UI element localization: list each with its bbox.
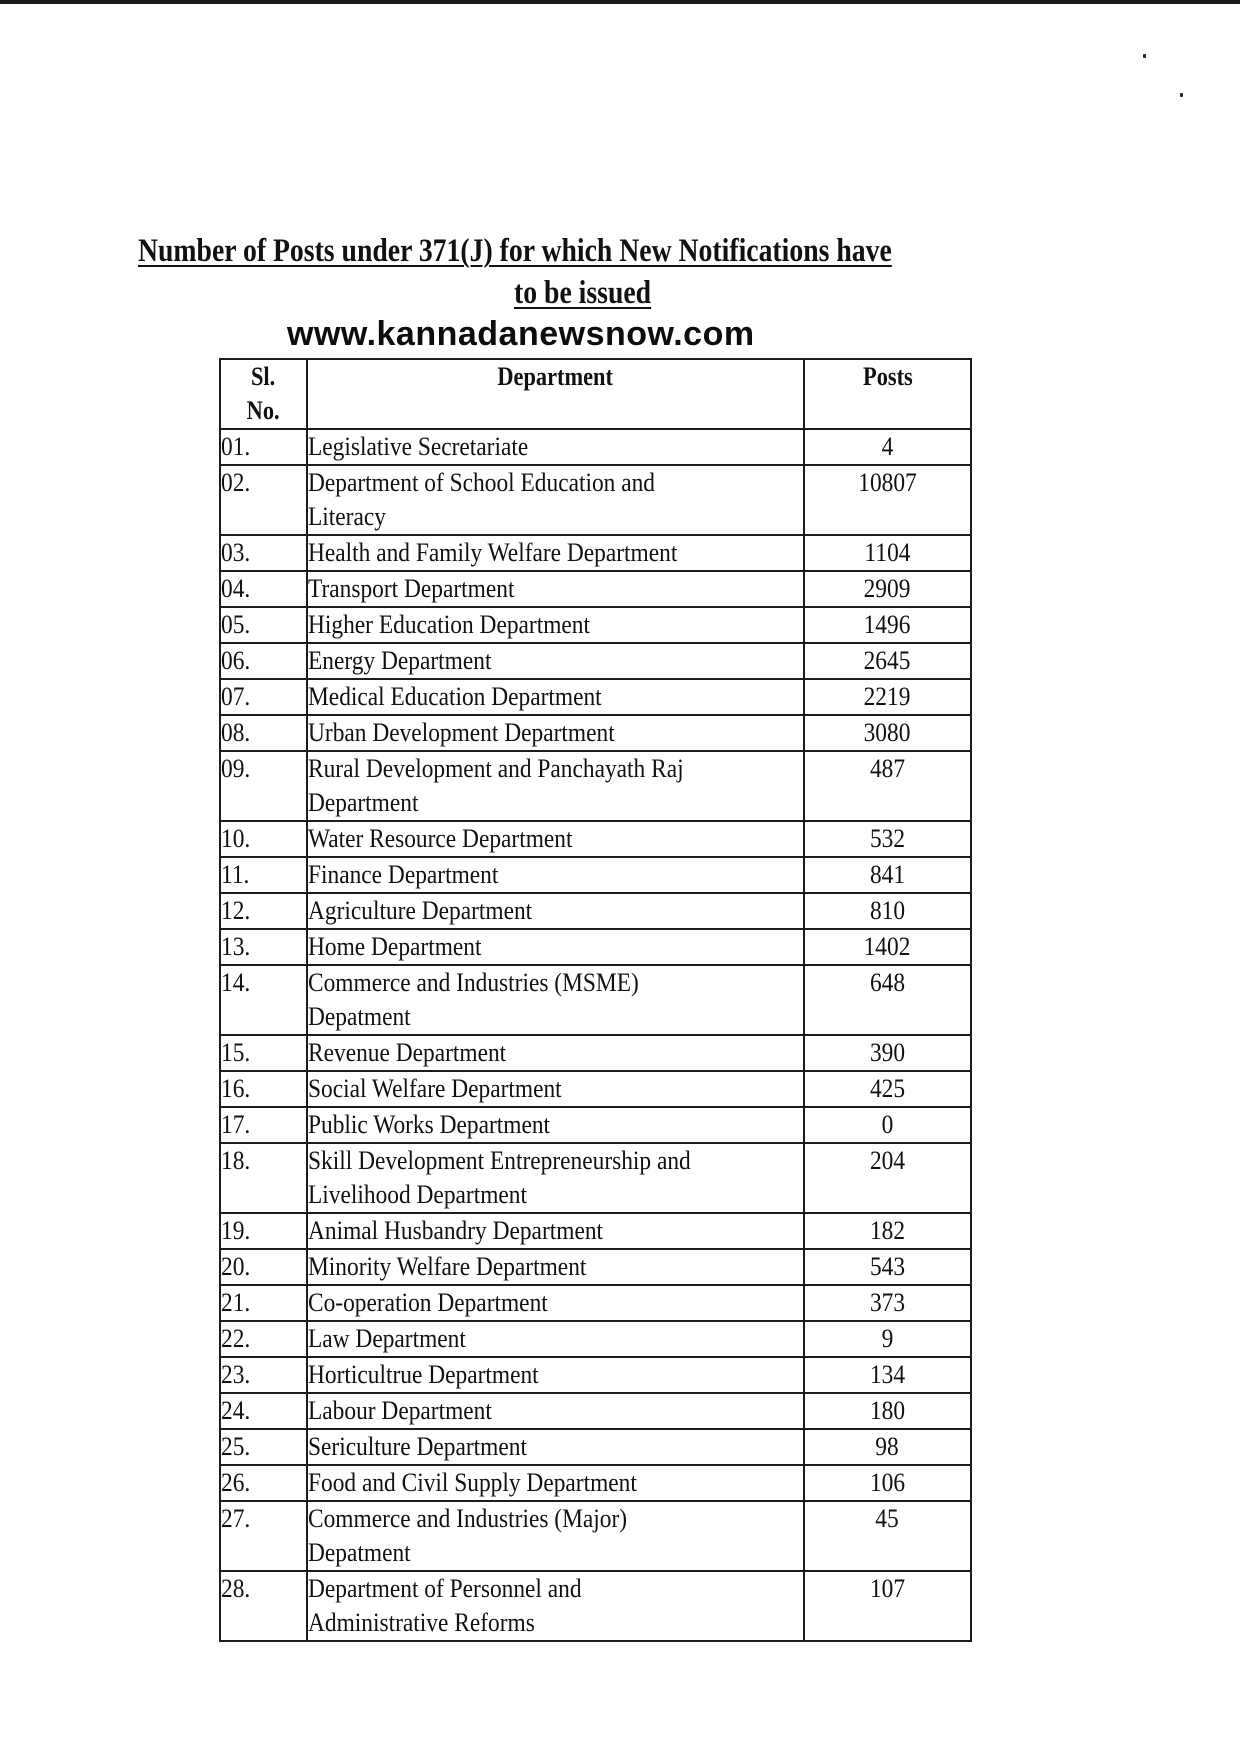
posts-value: 45	[875, 1504, 900, 1533]
sl-no: 13.	[221, 932, 251, 961]
posts-cell	[804, 715, 971, 751]
sl-no-cell	[220, 643, 307, 679]
department-name-line: Co-operation Department	[308, 1288, 548, 1317]
department-cell	[307, 1321, 804, 1357]
department-cell	[307, 465, 804, 535]
table-row	[220, 1321, 971, 1357]
posts-cell	[804, 1321, 971, 1357]
table-row	[220, 1213, 971, 1249]
sl-no-cell	[220, 1321, 307, 1357]
posts-cell	[804, 1035, 971, 1071]
table-row	[220, 1465, 971, 1501]
sl-no: 02.	[221, 468, 251, 497]
sl-no-cell	[220, 715, 307, 751]
sl-no-cell	[220, 1393, 307, 1429]
sl-no: 12.	[221, 896, 251, 925]
sl-no: 04.	[221, 574, 251, 603]
sl-no-cell	[220, 1143, 307, 1213]
table-row	[220, 571, 971, 607]
watermark-url: www.kannadanewsnow.com	[287, 315, 755, 353]
posts-cell	[804, 679, 971, 715]
sl-no-cell	[220, 1571, 307, 1641]
department-name-line: Medical Education Department	[308, 682, 602, 711]
department-name-line: Law Department	[308, 1324, 467, 1353]
table-row	[220, 607, 971, 643]
department-cell	[307, 1249, 804, 1285]
table-row	[220, 1357, 971, 1393]
table-row	[220, 535, 971, 571]
department-cell	[307, 929, 804, 965]
sl-no: 17.	[221, 1110, 251, 1139]
sl-no: 01.	[221, 432, 251, 461]
header-sl-no-line2: No.	[247, 396, 281, 425]
department-name-line: Energy Department	[308, 646, 492, 675]
sl-no-cell	[220, 1071, 307, 1107]
sl-no-cell	[220, 429, 307, 465]
table-row	[220, 1285, 971, 1321]
sl-no-cell	[220, 965, 307, 1035]
department-cell	[307, 893, 804, 929]
department-cell	[307, 1071, 804, 1107]
department-cell	[307, 1393, 804, 1429]
department-cell	[307, 1143, 804, 1213]
department-name-line: Livelihood Department	[308, 1180, 528, 1209]
sl-no: 21.	[221, 1288, 251, 1317]
department-name-line: Depatment	[308, 1538, 411, 1567]
department-cell	[307, 1213, 804, 1249]
posts-cell	[804, 1213, 971, 1249]
posts-value: 810	[869, 896, 905, 925]
sl-no: 03.	[221, 538, 251, 567]
posts-value: 1402	[864, 932, 911, 961]
posts-cell	[804, 1071, 971, 1107]
posts-cell	[804, 429, 971, 465]
sl-no-cell	[220, 571, 307, 607]
sl-no-cell	[220, 535, 307, 571]
sl-no-cell	[220, 1213, 307, 1249]
department-cell	[307, 607, 804, 643]
header-sl-no-line1: Sl.	[251, 362, 276, 391]
department-cell	[307, 821, 804, 857]
table-row	[220, 1107, 971, 1143]
department-name-line: Administrative Reforms	[308, 1608, 535, 1637]
department-name-line: Social Welfare Department	[308, 1074, 562, 1103]
posts-value: 0	[881, 1110, 894, 1139]
department-cell	[307, 679, 804, 715]
department-name-line: Health and Family Welfare Department	[308, 538, 678, 567]
sl-no: 06.	[221, 646, 251, 675]
department-name-line: Finance Department	[308, 860, 499, 889]
table-row	[220, 679, 971, 715]
posts-cell	[804, 1501, 971, 1571]
sl-no-cell	[220, 465, 307, 535]
department-cell	[307, 429, 804, 465]
posts-cell	[804, 857, 971, 893]
department-name-line: Minority Welfare Department	[308, 1252, 587, 1281]
posts-value: 1496	[864, 610, 911, 639]
header-department-label: Department	[497, 362, 614, 391]
department-name-line: Literacy	[308, 502, 387, 531]
department-name-line: Horticultrue Department	[308, 1360, 539, 1389]
department-cell	[307, 1285, 804, 1321]
department-name-line: Skill Development Entrepreneurship and	[308, 1146, 691, 1175]
posts-cell	[804, 571, 971, 607]
posts-value: 373	[869, 1288, 905, 1317]
posts-cell	[804, 1465, 971, 1501]
table-row	[220, 751, 971, 821]
posts-value: 487	[869, 754, 905, 783]
department-name-line: Sericulture Department	[308, 1432, 528, 1461]
posts-cell	[804, 893, 971, 929]
sl-no-cell	[220, 1429, 307, 1465]
sl-no: 23.	[221, 1360, 251, 1389]
posts-value: 2909	[864, 574, 911, 603]
sl-no: 07.	[221, 682, 251, 711]
department-name-line: Depatment	[308, 1002, 411, 1031]
sl-no: 27.	[221, 1504, 251, 1533]
sl-no-cell	[220, 1465, 307, 1501]
sl-no-cell	[220, 1501, 307, 1571]
sl-no: 10.	[221, 824, 251, 853]
department-name-line: Food and Civil Supply Department	[308, 1468, 638, 1497]
table-row	[220, 821, 971, 857]
department-cell	[307, 535, 804, 571]
department-name-line: Department of School Education and	[308, 468, 656, 497]
posts-value: 1104	[864, 538, 911, 567]
table-body	[220, 429, 971, 1641]
sl-no-cell	[220, 857, 307, 893]
header-posts-label: Posts	[862, 362, 913, 391]
document-title: Number of Posts under 371(J) for which New Notifications have	[138, 233, 892, 269]
posts-cell	[804, 1393, 971, 1429]
department-cell	[307, 751, 804, 821]
department-cell	[307, 857, 804, 893]
posts-cell	[804, 821, 971, 857]
sl-no: 25.	[221, 1432, 251, 1461]
posts-value: 4	[881, 432, 894, 461]
department-cell	[307, 1035, 804, 1071]
posts-cell	[804, 1285, 971, 1321]
posts-cell	[804, 643, 971, 679]
department-name-line: Home Department	[308, 932, 482, 961]
posts-cell	[804, 1571, 971, 1641]
posts-value: 134	[869, 1360, 905, 1389]
sl-no-cell	[220, 1107, 307, 1143]
table-row	[220, 893, 971, 929]
table-row	[220, 1429, 971, 1465]
department-name-line: Public Works Department	[308, 1110, 551, 1139]
posts-cell	[804, 1249, 971, 1285]
table-header-row	[220, 359, 971, 429]
posts-table	[219, 358, 972, 1642]
posts-cell	[804, 929, 971, 965]
table-row	[220, 1393, 971, 1429]
sl-no: 14.	[221, 968, 251, 997]
table-row	[220, 1143, 971, 1213]
sl-no-cell	[220, 893, 307, 929]
department-cell	[307, 643, 804, 679]
posts-value: 648	[869, 968, 905, 997]
department-name-line: Commerce and Industries (MSME)	[308, 968, 639, 997]
posts-cell	[804, 965, 971, 1035]
posts-cell	[804, 1143, 971, 1213]
department-name-line: Higher Education Department	[308, 610, 591, 639]
table-row	[220, 465, 971, 535]
department-cell	[307, 1501, 804, 1571]
posts-value: 106	[869, 1468, 905, 1497]
posts-value: 425	[869, 1074, 905, 1103]
department-cell	[307, 1357, 804, 1393]
posts-value: 543	[869, 1252, 905, 1281]
department-name-line: Labour Department	[308, 1396, 493, 1425]
posts-value: 10807	[858, 468, 917, 497]
sl-no: 08.	[221, 718, 251, 747]
sl-no-cell	[220, 1357, 307, 1393]
table-row	[220, 965, 971, 1035]
sl-no-cell	[220, 821, 307, 857]
sl-no: 05.	[221, 610, 251, 639]
sl-no: 26.	[221, 1468, 251, 1497]
scan-top-edge	[0, 0, 1240, 4]
department-cell	[307, 1107, 804, 1143]
department-name-line: Revenue Department	[308, 1038, 507, 1067]
sl-no-cell	[220, 751, 307, 821]
scan-speck	[1143, 54, 1146, 58]
sl-no: 16.	[221, 1074, 251, 1103]
sl-no: 18.	[221, 1146, 251, 1175]
posts-value: 9	[881, 1324, 894, 1353]
header-posts	[804, 359, 971, 429]
header-sl-no	[220, 359, 307, 429]
table-row	[220, 929, 971, 965]
department-cell	[307, 571, 804, 607]
posts-value: 182	[869, 1216, 905, 1245]
department-name-line: Legislative Secretariate	[308, 432, 529, 461]
sl-no-cell	[220, 1035, 307, 1071]
table-row	[220, 1571, 971, 1641]
sl-no-cell	[220, 1285, 307, 1321]
sl-no: 09.	[221, 754, 251, 783]
posts-cell	[804, 751, 971, 821]
sl-no-cell	[220, 929, 307, 965]
department-cell	[307, 1571, 804, 1641]
scan-speck	[1180, 93, 1183, 97]
posts-cell	[804, 465, 971, 535]
posts-cell	[804, 535, 971, 571]
department-cell	[307, 1465, 804, 1501]
posts-value: 3080	[864, 718, 911, 747]
table-row	[220, 1501, 971, 1571]
table-row	[220, 857, 971, 893]
table-row	[220, 1249, 971, 1285]
department-name-line: Agriculture Department	[308, 896, 533, 925]
department-cell	[307, 715, 804, 751]
sl-no: 15.	[221, 1038, 251, 1067]
document-subtitle: to be issued	[514, 275, 652, 311]
sl-no-cell	[220, 1249, 307, 1285]
sl-no-cell	[220, 679, 307, 715]
table-row	[220, 643, 971, 679]
posts-value: 841	[869, 860, 905, 889]
sl-no: 20.	[221, 1252, 251, 1281]
table-row	[220, 429, 971, 465]
posts-cell	[804, 1429, 971, 1465]
posts-value: 204	[869, 1146, 905, 1175]
header-department	[307, 359, 804, 429]
department-name-line: Water Resource Department	[308, 824, 573, 853]
sl-no-cell	[220, 607, 307, 643]
sl-no: 24.	[221, 1396, 251, 1425]
posts-value: 98	[875, 1432, 900, 1461]
posts-cell	[804, 1357, 971, 1393]
sl-no: 22.	[221, 1324, 251, 1353]
department-name-line: Transport Department	[308, 574, 515, 603]
table-row	[220, 1071, 971, 1107]
department-cell	[307, 1429, 804, 1465]
posts-value: 2219	[864, 682, 911, 711]
posts-cell	[804, 607, 971, 643]
department-name-line: Commerce and Industries (Major)	[308, 1504, 628, 1533]
sl-no: 19.	[221, 1216, 251, 1245]
sl-no: 28.	[221, 1574, 251, 1603]
posts-value: 107	[869, 1574, 905, 1603]
department-name-line: Rural Development and Panchayath Raj	[308, 754, 684, 783]
department-name-line: Urban Development Department	[308, 718, 615, 747]
posts-value: 390	[869, 1038, 905, 1067]
department-name-line: Department of Personnel and	[308, 1574, 582, 1603]
department-cell	[307, 965, 804, 1035]
posts-value: 2645	[864, 646, 911, 675]
posts-cell	[804, 1107, 971, 1143]
table-row	[220, 715, 971, 751]
department-name-line: Department	[308, 788, 419, 817]
sl-no: 11.	[221, 860, 250, 889]
table-row	[220, 1035, 971, 1071]
posts-value: 180	[869, 1396, 905, 1425]
posts-value: 532	[869, 824, 905, 853]
department-name-line: Animal Husbandry Department	[308, 1216, 604, 1245]
